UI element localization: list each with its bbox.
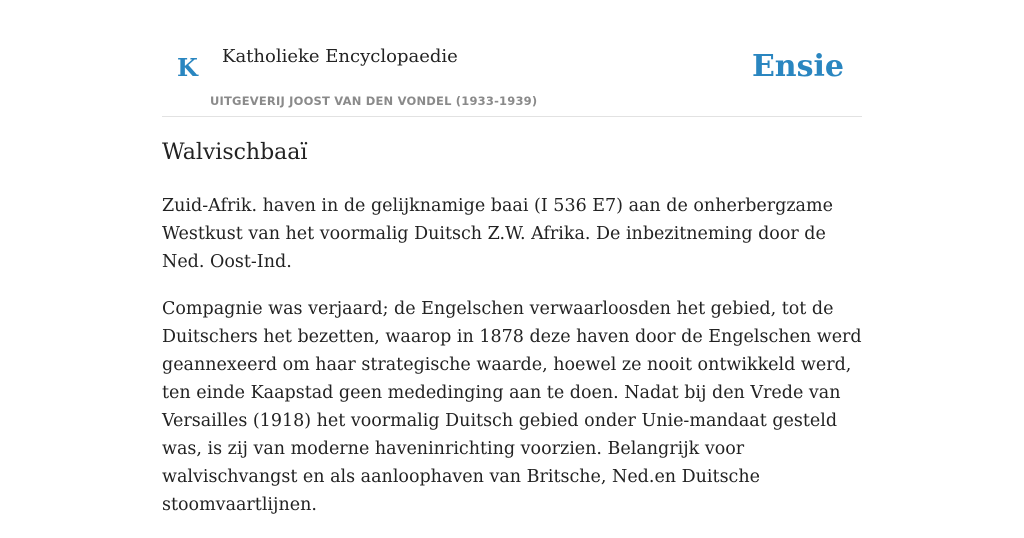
ensie-brand-logo[interactable]: Ensie	[751, 49, 844, 84]
entry-paragraph: Zuid-Afrik. haven in de gelijknamige baai (I 536 E7) aan de onherbergzame Westkust van het voormalig Duitsch Z.W. Afrika. De inbezitneming door de Ned. Oost-Ind.	[162, 196, 833, 272]
entry-paragraph: Compagnie was verjaard; de Engelschen verwaarloosden het gebied, tot de Duitschers het bezetten, waarop in 1878 deze haven door de Engelschen werd geannexeerd om haar strategische waarde, hoewel ze nooit ontwikkeld werd, ten einde Kaapstad geen mededinging aan te doen. Nadat bij den Vrede van Versailles (1918) het voormalig Duitsch gebied onder Unie-mandaat gesteld was, is zij van moderne haveninrichting voorzien. Belangrijk voor walvischvangst en als aanloophaven van Britsche, Ned.en Duitsche stoomvaartlijnen.	[162, 299, 862, 515]
site-header	[162, 0, 862, 117]
entry-body	[162, 192, 862, 538]
publication-title[interactable]: Katholieke Encyclopaedie	[222, 46, 458, 67]
publisher-subtitle: UITGEVERIJ JOOST VAN DEN VONDEL (1933-1939)	[210, 94, 538, 108]
page-container	[162, 0, 862, 515]
publication-logo[interactable]: K	[177, 53, 198, 82]
entry-title: Walvischbaaï	[162, 140, 308, 165]
